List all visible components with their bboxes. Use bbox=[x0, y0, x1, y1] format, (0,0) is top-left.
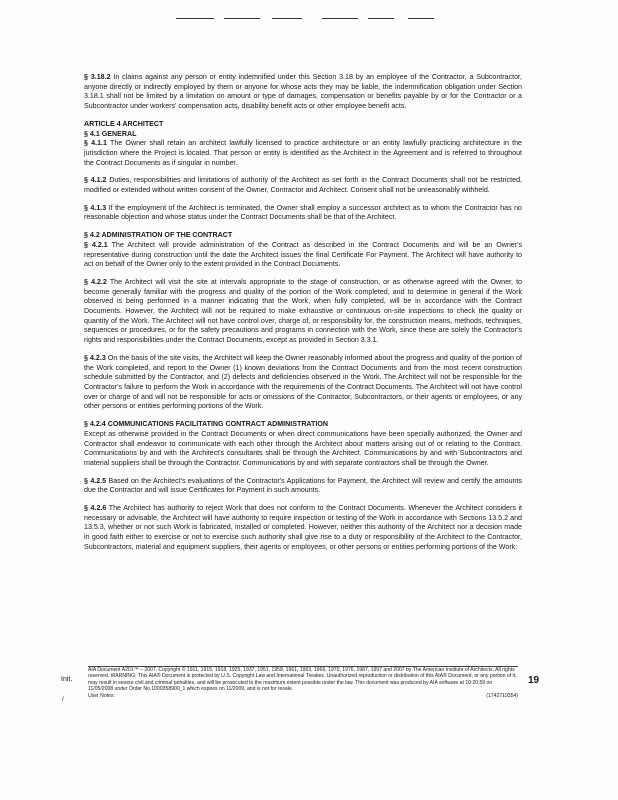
section-symbol: § bbox=[84, 420, 88, 429]
section-text: Based on the Architect's evaluations of the Contractor's Applications for Payment, the Architect will review and certify the amounts due the Contractor and will issue Certificates for Payment in such amounts. bbox=[84, 476, 522, 495]
section-4-1-1 bbox=[84, 139, 522, 168]
section-4-2-4 bbox=[84, 420, 522, 469]
section-symbol: § bbox=[84, 504, 88, 513]
footer-user-notes-row bbox=[88, 693, 518, 699]
header-rule-5 bbox=[368, 18, 394, 19]
section-4-1-2 bbox=[84, 176, 522, 195]
section-title: 4.1 GENERAL bbox=[89, 129, 137, 138]
section-number: 4.1.2 bbox=[90, 176, 107, 185]
section-number: 4.2.5 bbox=[90, 476, 107, 485]
section-text: The Architect has authority to reject Work that does not conform to the Contract Documents. Whenever the Architect considers it necessary or advisable, the Architect will have authority to require inspection or testing of the Work in accordance with Sections 13.5.2 and 13.5.3, whether or not such Work is fabricated, installed or completed. However, neither this authority of the Architect nor a decision made in good faith either to exercise or not to exercise such authority shall give rise to a duty or responsibility of the Architect to the Contractor, Subcontractors, material and equipment suppliers, their agents or employees, or other persons or entities performing portions of the Work. bbox=[84, 504, 522, 551]
section-symbol: § bbox=[84, 353, 88, 362]
section-symbol: § bbox=[84, 476, 88, 485]
section-4-2-5 bbox=[84, 477, 522, 496]
section-text: Except as otherwise provided in the Contract Documents or when direct communications have been specially authorized, the Owner and Contractor shall endeavor to communicate with each other through the Architect about matters arising out of or relating to the Contract. Communications by and with the Architect's consultants shall be through the Architect. Communications by and with Subcontractors and material suppliers shall be through the Contractor. Communications by and with separate contractors shall be through the Owner. bbox=[84, 429, 522, 467]
section-symbol: § bbox=[84, 176, 88, 185]
section-4-2-3 bbox=[84, 354, 522, 412]
section-3-18-2 bbox=[84, 73, 522, 112]
header-rule-2 bbox=[224, 18, 260, 19]
section-number: 3.18.2 bbox=[90, 73, 111, 81]
document-body bbox=[84, 73, 522, 561]
section-text: Duties, responsibilities and limitations of authority of the Architect as set forth in the Contract Documents shall not be restricted, modified or extended without written consent of the Owner, Contractor and Architect. Consent shall not be unreasonably withheld. bbox=[84, 176, 522, 195]
section-symbol: § bbox=[84, 129, 88, 138]
initials-label: Init. bbox=[61, 676, 73, 683]
section-4-1-3 bbox=[84, 204, 522, 223]
section-text: On the basis of the site visits, the Architect will keep the Owner reasonably informed about the progress and quality of the portion of the Work completed, and report to the Owner (1) known deviations from the Contract Documents and from the most recent construction schedule submitted by the Contractor, and (2) defects and deficiencies observed in the Work. The Architect will not be responsible for the Contractor's failure to perform the Work in accordance with the requirements of the Contract Documents. The Architect will not have control over or charge of and will not be responsible for acts or omissions of the Contractor, Subcontractors, or their agents or employees, or any other persons or entities performing portions of the Work. bbox=[84, 353, 522, 411]
user-notes-label: User Notes: bbox=[88, 692, 115, 699]
page-number: 19 bbox=[528, 675, 540, 686]
section-number: 4.2.4 bbox=[89, 420, 106, 429]
section-4-2-1 bbox=[84, 241, 522, 270]
section-number: 4.1.3 bbox=[90, 203, 107, 212]
header-rule-4 bbox=[322, 18, 358, 19]
section-4-2-heading bbox=[84, 231, 522, 241]
section-symbol: § bbox=[84, 139, 88, 148]
section-text: If the employment of the Architect is terminated, the Owner shall employ a successor architect as to whom the Contractor has no reasonable objection and whose status under the Contract Documents shall be that of the Architect. bbox=[84, 203, 522, 222]
section-number: 4.1.1 bbox=[91, 139, 107, 148]
section-symbol: § bbox=[84, 203, 88, 212]
section-text: The Architect will visit the site at intervals appropriate to the stage of construction, or as otherwise agreed with the Owner, to become generally familiar with the progress and quality of the portion of the Work completed, and to determine in general if the Work observed is being performed in a manner indicating that the Work, when fully completed, will be in accordance with the Contract Documents. However, the Architect will not be required to make exhaustive or continuous on-site inspections to check the quality or quantity of the Work. The Architect will not have control over, charge of, or responsibility for, the construction means, methods, techniques, sequences or procedures, or for the safety precautions and programs in connection with the Work, since these are solely the Contractor's rights and responsibilities under the Contract Documents, except as provided in Section 3.3.1. bbox=[84, 277, 522, 345]
section-4-1-heading bbox=[84, 130, 522, 140]
section-number: 4.2.6 bbox=[90, 504, 107, 513]
section-title: 4.2 ADMINISTRATION OF THE CONTRACT bbox=[89, 231, 233, 240]
section-symbol: § bbox=[84, 240, 88, 249]
section-4-2-2 bbox=[84, 278, 522, 346]
section-symbol: § bbox=[84, 277, 88, 286]
section-title: COMMUNICATIONS FACILITATING CONTRACT ADMINISTRATION bbox=[107, 420, 328, 429]
section-symbol: § bbox=[84, 73, 88, 81]
document-code: (1742719354) bbox=[486, 692, 518, 699]
footer bbox=[88, 667, 518, 699]
section-4-2-6 bbox=[84, 504, 522, 553]
section-number: 4.2.2 bbox=[91, 277, 107, 286]
section-number: 4.2.1 bbox=[91, 240, 108, 249]
section-text: The Owner shall retain an architect lawfully licensed to practice architecture or an entity lawfully practicing architecture in the jurisdiction where the Project is located. That person or entity is identified as the Architect in the Agreement and is referred to throughout the Contract Documents as if singular in number. bbox=[84, 139, 522, 167]
section-symbol: § bbox=[84, 231, 88, 240]
header-rule-3 bbox=[272, 18, 302, 19]
section-text: The Architect will provide administration of the Contract as described in the Contract Documents and will be an Owner's representative during construction until the date the Architect issues the final Certificate For Payment. The Architect will have authority to act on behalf of the Owner only to the extent provided in the Contract Documents. bbox=[84, 240, 522, 269]
footer-legal-notice: AIA Document A201™ – 2007. Copyright © 1911, 1915, 1918, 1925, 1937, 1951, 1958, 1961, 1963, 1966, 1970, 1976, 1987, 1997 and 2007 by The American Institute of Architects. All rights reserved. WARNING: This AIA® Document is protected by U.S. Copyright Law and International Treaties. Unauthorized reproduction or distribution of this AIA® Document, or any portion of it, may result in severe civil and criminal penalties, and will be prosecuted to the maximum extent possible under the law. This document was produced by AIA software at 10:20:59 on 11/05/2008 under Order No.1000358900_1 which expires on 11/2009, and is not for resale. bbox=[88, 667, 517, 693]
article-4-heading: ARTICLE 4 ARCHITECT bbox=[84, 119, 164, 128]
header-rule-1 bbox=[176, 18, 214, 19]
header-rule-6 bbox=[408, 18, 434, 19]
initials-tick: / bbox=[62, 697, 64, 703]
section-text: In claims against any person or entity indemnified under this Section 3.18 by an employee of the Contractor, a Subcontractor, anyone directly or indirectly employed by them or anyone for whose acts they may be liable, the indemnification obligation under Section 3.18.1 shall not be limited by a limitation on amount or type of damages, compensation or benefits payable by or for the Contractor or a Subcontractor under workers' compensation acts, disability benefit acts or other employee benefit acts. bbox=[84, 73, 522, 111]
section-number: 4.2.3 bbox=[90, 353, 106, 362]
